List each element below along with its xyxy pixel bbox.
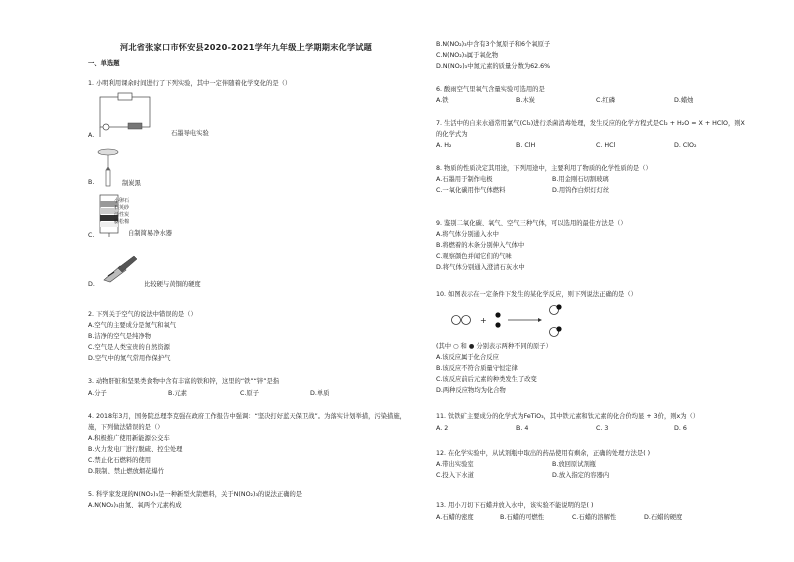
q3-option-c: C.原子 [240,390,259,397]
q7-option-a: A. H₂ [436,142,452,149]
q7-option-b: B. ClH [516,142,536,149]
q10-option-b: B.该反应不符合质量守恒定律 [436,365,518,372]
q9-option-c: C.观察颜色并闻它们的气味 [436,253,512,260]
q5-option-c: C.N(NO₂)₃属于氧化物 [436,52,499,59]
filter-layer-label-1: 小卵石 [114,198,130,204]
filter-layer-label-2: 石英砂 [114,205,130,211]
q3-option-d: D.单质 [310,390,330,397]
q10-stem: 10. 如图表示在一定条件下发生的某化学反应，则下列说法正确的是（） [436,291,637,298]
q3-stem: 3. 动物肝脏和坚果类食物中含有丰富的铁和锌，这里的“铁”“锌”是指 [88,378,280,385]
q1-stem: 1. 小明利用课余时间进行了下列实验，其中一定伴随着化学变化的是（） [88,80,292,87]
q1-option-b-label: B. [88,179,95,186]
q8-option-a: A.石墨用于制作电极 [436,176,493,183]
q4-stem-cont: 施，下列做法错误的是（） [88,424,164,431]
q5-option-a: A.N(NO₂)₃由氮、氧两个元素构成 [88,502,182,509]
q13-stem: 13. 用小刀切下石蜡并放入水中，该实验不能说明的是( ) [436,502,594,509]
q6-option-b: B.木炭 [516,97,535,104]
q12-option-c: C.投入下水道 [436,472,474,479]
q1-option-a-label: A. [88,132,95,139]
q6-option-d: D.蜡烛 [674,97,694,104]
q10-legend: (其中 ○ 和 ● 分别表示两种不同的原子） [436,343,552,350]
q10-option-c: C.该反应前后元素的种类发生了改变 [436,376,537,383]
q4-option-c: C.禁止化石燃料的使用 [88,457,152,464]
q6-option-a: A.铁 [436,97,449,104]
q12-stem: 12. 在化学实验中，从试剂瓶中取出的药品使用有剩余，正确的处理方法是( ) [436,450,651,457]
q10-option-d: D.两种反应物均为化合物 [436,387,506,394]
graphite-circuit-figure [98,91,156,141]
q3-option-b: B.元素 [168,390,187,397]
scratch-hardness-figure [100,254,140,284]
q9-stem: 9. 鉴别二氧化碳、氧气、空气三种气体，可以选用的最佳方法是（） [436,220,627,227]
q13-option-c: C.石蜡的溶解性 [572,514,617,521]
q2-stem: 2. 下列关于空气的说法中错误的是（） [88,311,197,318]
q1-option-c-label: C. [88,232,95,239]
q13-option-b: B.石蜡的可燃性 [500,514,545,521]
q2-option-b: B.洁净的空气是纯净物 [88,333,151,340]
q1-option-b-caption: 制炭黑 [122,180,141,187]
q12-option-b: B.放回原试剂瓶 [552,461,597,468]
q5-option-d: D.N(NO₂)₃中氮元素的质量分数为62.6% [436,63,551,70]
q3-option-a: A.分子 [88,390,107,397]
q4-option-d: D.限制、禁止燃放烟花爆竹 [88,468,165,475]
q6-stem: 6. 酸雨空气里氧气含量实验可选用的是 [436,86,545,93]
filter-layer-label-4: 膨松棉 [114,219,130,225]
q7-stem: 7. 生活中的自来水通常用氯气(Cl₂)进行杀菌消毒处理，发生反应的化学方程式是Cl₂ + H₂O = X + HClO，则X [436,120,745,127]
q1-option-d-label: D. [88,281,95,288]
q8-option-c: C.一氧化碳用作气体燃料 [436,187,506,194]
q2-option-a: A.空气的主要成分是氮气和氧气 [88,322,177,329]
q2-option-c: C.空气是人类宝贵的自然资源 [88,344,170,351]
q8-option-b: B.用金刚石切割玻璃 [552,176,609,183]
q9-option-b: B.将燃着的木条分别伸入气体中 [436,242,525,249]
q10-option-a: A.该反应属于化合反应 [436,354,499,361]
q13-option-d: D.石蜡的硬度 [644,514,683,521]
section-heading: 一、单选题 [88,60,120,67]
q1-option-c-caption: 自制简易净水器 [128,230,173,237]
q4-option-a: A.积极推广使用新能源公交车 [88,435,170,442]
q12-option-d: D.放入指定的容器内 [552,472,610,479]
q8-option-d: D.用钨作白炽灯灯丝 [552,187,610,194]
q4-stem: 4. 2018年3月，国务院总理李克强在政府工作报告中强调：“坚决打好蓝天保卫战”。为落实计划举措，污染措施， [88,413,406,420]
q11-option-a: A. 2 [436,425,449,432]
q2-option-d: D.空气中的氮气常用作保护气 [88,355,171,362]
q7-option-d: D. ClO₂ [674,142,697,149]
q7-option-c: C. HCl [596,142,616,149]
q1-option-d-caption: 比较硬与黄铜的硬度 [144,281,201,288]
q5-option-b: B.N(NO₂)₃中含有3个氮原子和6个氧原子 [436,41,551,48]
reaction-diagram [450,302,590,342]
q13-option-a: A.石蜡的密度 [436,514,474,521]
filter-layer-label-3: 活性炭 [114,212,130,218]
svg-text:+: + [480,316,487,325]
q4-option-b: B.火力发电厂进行脱硫、控尘处理 [88,446,183,453]
q5-stem: 5. 科学家发现的N(NO₂)₃是一种新型火箭燃料，关于N(NO₂)₃的说法正确的是 [88,491,303,498]
carbon-black-figure [96,144,120,188]
q8-stem: 8. 物质的性质决定其用途，下列用途中，主要利用了物质的化学性质的是（） [436,165,652,172]
exam-title: 河北省张家口市怀安县2020-2021学年九年级上学期期末化学试题 [120,42,373,52]
q11-option-c: C. 3 [596,425,609,432]
q11-option-d: D. 6 [674,425,687,432]
q7-stem-cont: 的化学式为 [436,131,468,138]
q11-stem: 11. 钛铁矿主要成分的化学式为FeTiO₃，其中铁元素和钛元素的化合价均显 + 3价，则x为（） [436,413,700,420]
q1-option-a-caption: 石墨导电实验 [171,130,209,137]
q6-option-c: C.红磷 [596,97,615,104]
q11-option-b: B. 4 [516,425,529,432]
q9-option-d: D.将气体分别通入澄清石灰水中 [436,264,525,271]
q12-option-a: A.带出实验室 [436,461,474,468]
q9-option-a: A.将气体分别通入水中 [436,231,499,238]
